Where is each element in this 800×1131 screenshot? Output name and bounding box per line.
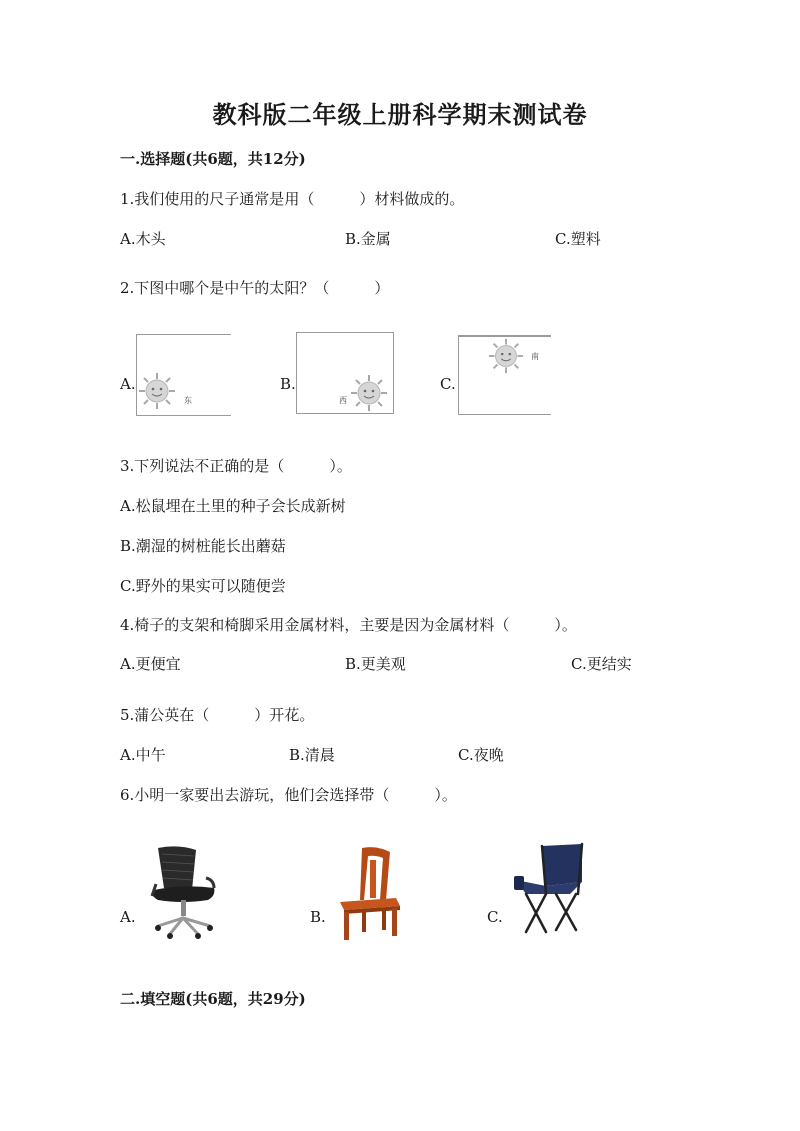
question-2: 2.下图中哪个是中午的太阳？（ ） — [120, 279, 390, 297]
q2-picture-a — [136, 334, 231, 416]
section-choice-heading: 一.选择题(共6题，共12分) — [120, 150, 306, 168]
q5-option-b[interactable]: B.清晨 — [289, 746, 335, 764]
question-6: 6.小明一家要出去游玩，他们会选择带（ ）。 — [120, 786, 457, 804]
question-1: 1.我们使用的尺子通常是用（ ）材料做成的。 — [120, 190, 465, 208]
q5-option-a[interactable]: A.中午 — [120, 746, 166, 764]
question-3: 3.下列说法不正确的是（ ）。 — [120, 457, 352, 475]
q4-option-c[interactable]: C.更结实 — [571, 655, 632, 673]
section-fill-blank-heading: 二.填空题(共6题，共29分) — [120, 990, 306, 1008]
folding-chair-icon — [512, 842, 588, 938]
q2-picture-b — [296, 332, 394, 414]
q2-picture-c — [458, 335, 551, 415]
q1-option-b[interactable]: B.金属 — [345, 230, 391, 248]
q3-option-c[interactable]: C.野外的果实可以随便尝 — [120, 577, 286, 595]
wooden-chair-icon — [334, 846, 404, 942]
sun-icon — [137, 371, 177, 411]
question-5: 5.蒲公英在（ ）开花。 — [120, 706, 315, 724]
sun-icon — [349, 373, 389, 413]
q2-option-a[interactable]: A. — [120, 375, 136, 393]
q4-option-b[interactable]: B.更美观 — [345, 655, 406, 673]
q2-option-b[interactable]: B. — [280, 375, 296, 393]
q3-option-b[interactable]: B.潮湿的树桩能长出蘑菇 — [120, 537, 286, 555]
south-label: 南 — [531, 352, 539, 361]
office-chair-icon — [148, 844, 220, 940]
q6-option-a[interactable]: A. — [120, 908, 136, 926]
q1-option-a[interactable]: A.木头 — [120, 230, 166, 248]
west-label: 西 — [339, 396, 347, 405]
east-label: 东 — [184, 396, 192, 405]
q1-option-c[interactable]: C.塑料 — [555, 230, 601, 248]
q3-option-a[interactable]: A.松鼠埋在土里的种子会长成新树 — [120, 497, 346, 515]
q4-option-a[interactable]: A.更便宜 — [120, 655, 181, 673]
q6-option-c[interactable]: C. — [487, 908, 503, 926]
question-4: 4.椅子的支架和椅脚采用金属材料，主要是因为金属材料（ ）。 — [120, 616, 577, 634]
sun-icon — [487, 337, 525, 375]
page-title: 教科版二年级上册科学期末测试卷 — [212, 100, 588, 129]
q6-option-b[interactable]: B. — [310, 908, 326, 926]
q2-option-c[interactable]: C. — [440, 375, 456, 393]
q5-option-c[interactable]: C.夜晚 — [458, 746, 504, 764]
